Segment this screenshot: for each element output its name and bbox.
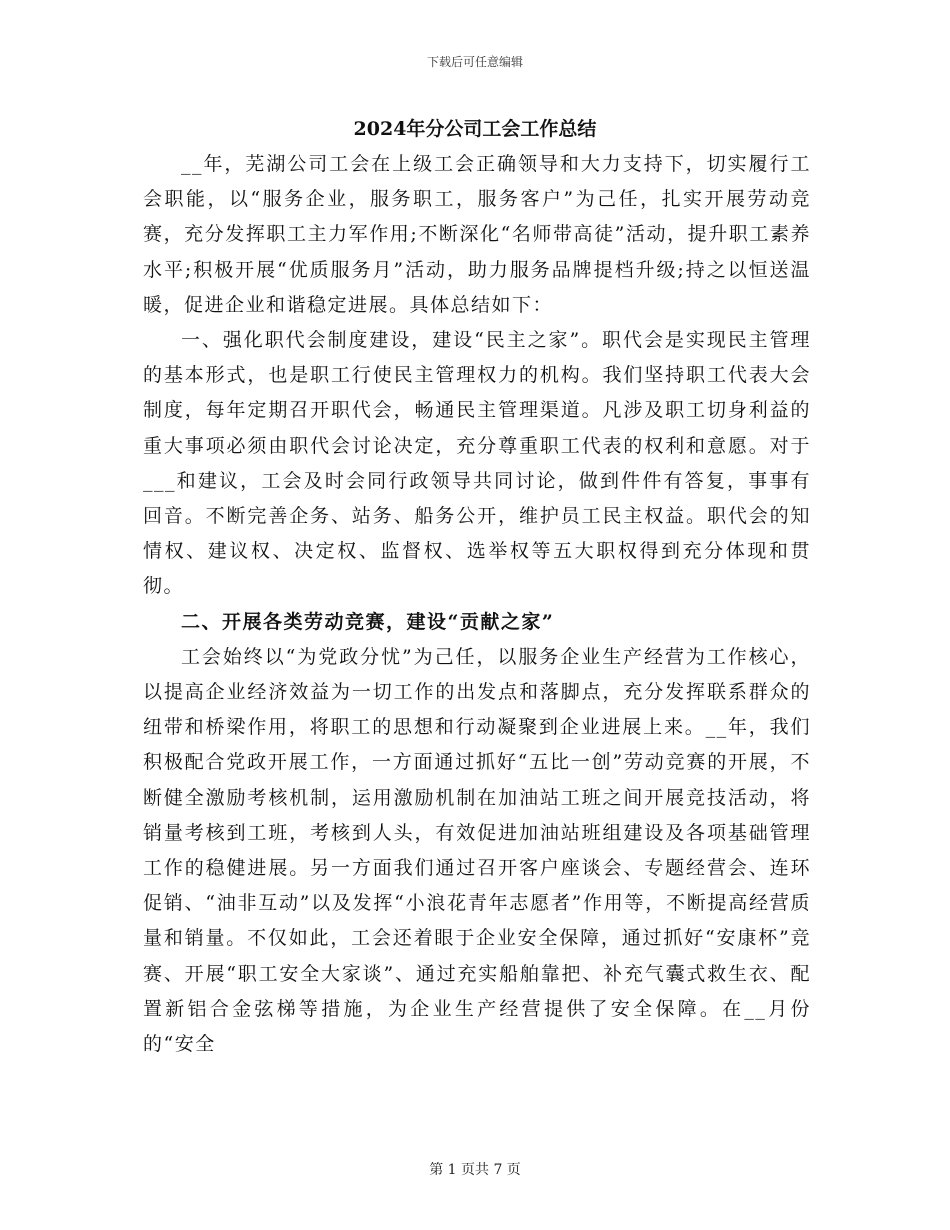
document-title: 2024年分公司工会工作总结 <box>353 118 597 140</box>
paragraph-section-1: 一、强化职代会制度建设，建设“民主之家”。职代会是实现民主管理的基本形式，也是职工行使民主管理权力的机构。我们坚持职工代表大会制度，每年定期召开职代会，畅通民主管理渠道。凡涉及职工切身利益的重大事项必须由职代会讨论决定，充分尊重职工代表的权利和意愿。对于___和建议，工会及时会同行政领导共同讨论，做到件件有答复，事事有回音。不断完善企务、站务、船务公开，维护员工民主权益。职代会的知情权、建议权、决定权、监督权、选举权等五大职权得到充分体现和贯彻。 <box>143 329 811 598</box>
section-heading-2: 二、开展各类劳动竞赛，建设“贡献之家” <box>181 610 555 633</box>
paragraph-intro: __年，芜湖公司工会在上级工会正确领导和大力支持下，切实履行工会职能，以“服务企业，服务职工，服务客户”为己任，扎实开展劳动竞赛，充分发挥职工主力军作用;不断深化“名师带高徒”活动，提升职工素养水平;积极开展“优质服务月”活动，助力服务品牌提档升级;持之以恒送温暖，促进企业和谐稳定进展。具体总结如下： <box>143 153 811 316</box>
paragraph-section-2: 工会始终以“为党政分忧”为己任，以服务企业生产经营为工作核心，以提高企业经济效益为一切工作的出发点和落脚点，充分发挥联系群众的纽带和桥梁作用，将职工的思想和行动凝聚到企业进展上来。__年，我们积极配合党政开展工作，一方面通过抓好“五比一创”劳动竞赛的开展，不断健全激励考核机制，运用激励机制在加油站工班之间开展竞技活动，将销量考核到工班，考核到人头，有效促进加油站班组建设及各项基础管理工作的稳健进展。另一方面我们通过召开客户座谈会、专题经营会、连环促销、“油非互动”以及发挥“小浪花青年志愿者”作用等，不断提高经营质量和销量。不仅如此，工会还着眼于企业安全保障，通过抓好“安康杯”竞赛、开展“职工安全大家谈”、通过充实船舶靠把、补充气囊式救生衣、配置新铝合金弦梯等措施，为企业生产经营提供了安全保障。在__月份的“安全 <box>143 645 811 1056</box>
document-body <box>143 147 811 1062</box>
page-number: 第 1 页共 7 页 <box>429 1162 521 1178</box>
header-note: 下载后可任意编辑 <box>426 55 523 69</box>
